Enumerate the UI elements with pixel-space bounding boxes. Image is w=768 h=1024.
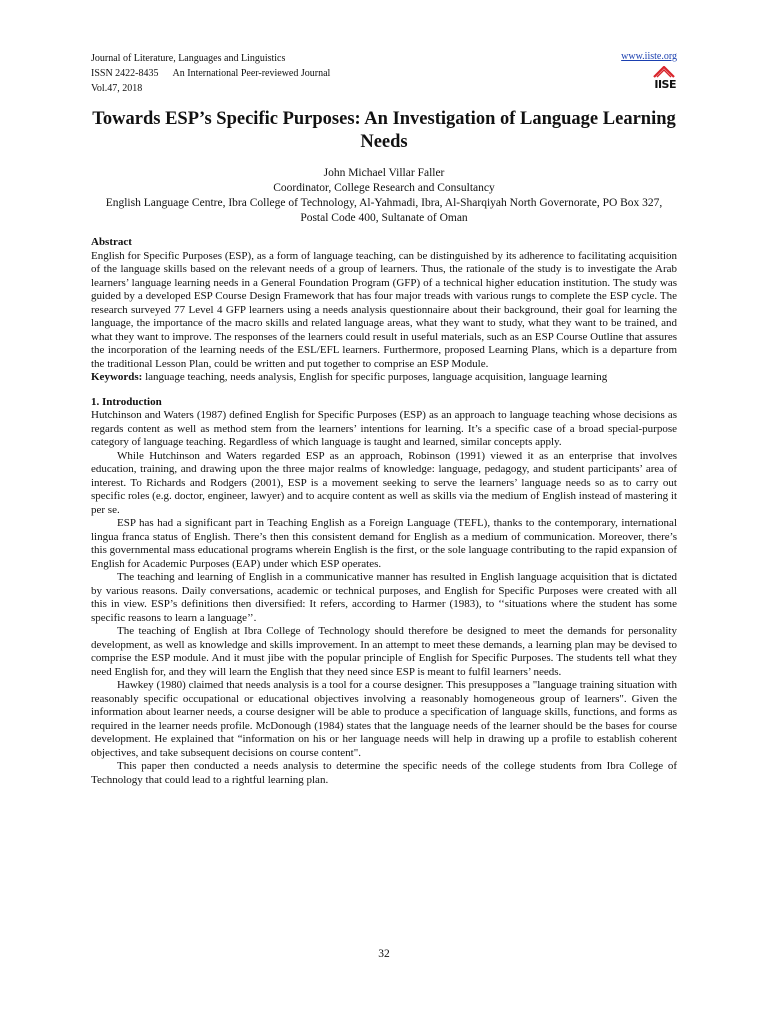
section-heading: 1. Introduction [91,395,162,408]
paragraph: This paper then conducted a needs analysis to determine the specific needs of the college students from Ibra College of Technology that could lead to a rightful learning plan. [91,760,677,786]
page-number: 32 [378,948,390,960]
volume: Vol.47, 2018 [91,83,143,94]
author-affiliation: English Language Centre, Ibra College of Technology, Al-Yahmadi, Ibra, Al-Sharqiyah North Governorate, PO Box 327, Postal Code 400, Sultanate of Oman [105,197,663,224]
keywords [91,371,677,385]
logo-text: IISE [654,78,676,91]
paragraph: The teaching and learning of English in a communicative manner has resulted in English language acquisition that is dictated by various reasons. Daily conversations, academic or technical purposes, and English for Specific Purposes were created with all this in view. ESP’s definitions then diversified: It refers, according to Harmer (1983), to ‘‘situations where the student has some specific reasons to learn a language’’. [91,571,677,624]
abstract-heading: Abstract [91,236,132,248]
issn: ISSN 2422-8435 [91,68,159,79]
journal-header [91,51,330,96]
paragraph: Hawkey (1980) claimed that needs analysis is a tool for a course designer. This presupposes a "language training situation with reasonably specific occupational or educational objectives involving a reasonably homogeneous group of learners". Given the information about learner needs, a course designer will be able to produce a specification of language skills, functions, and forms as required in the learner needs profile. McDonough (1984) states that the language needs of the learner should be the bases for course development. He explained that “information on his or her language needs will help in drawing up a profile to establish coherent objectives, and take subsequent decisions on course content". [91,679,677,759]
paragraph: ESP has had a significant part in Teaching English as a Foreign Language (TEFL), thanks to the contemporary, international lingua franca status of English. There’s then this consistent demand for English as a medium of communication. Moreover, there’s this governmental mass educational programs wherein English is the first, or the sole language contributing to the rapid expansion of English for Academic Purposes (EAP) under which ESP operates. [91,517,677,570]
journal-url-link[interactable]: www.iiste.org [621,51,677,62]
journal-type: An International Peer-reviewed Journal [172,68,331,79]
paragraph: While Hutchinson and Waters regarded ESP as an approach, Robinson (1991) viewed it as an enterprise that involves education, training, and drawing upon the three major realms of knowledge: language, pedagogy, and student participants’ area of interest. To Richards and Rodgers (2001), ESP is a movement seeking to serve the learners’ language needs so as to carry out specific roles (e.g. doctor, engineer, lawyer) and to acquire content as well as skills via the medium of English instead of mastering it per se. [91,449,677,516]
journal-name: Journal of Literature, Languages and Linguistics [91,53,286,64]
author-name: John Michael Villar Faller [323,167,445,179]
paper-title: Towards ESP’s Specific Purposes: An Investigation of Language Learning Needs [92,109,676,152]
author-block [91,166,677,226]
keywords-text: language teaching, needs analysis, English for specific purposes, language acquisition, language learning [145,371,608,383]
paragraph: Hutchinson and Waters (1987) defined English for Specific Purposes (ESP) as an approach to language teaching whose decisions as regards content as well as method stem from the learners’ intentions for learning. It’s a specific case of a broad special-purpose category of language teaching. Regardless of which language is taught and learned, similar concepts apply. [91,409,677,448]
paper-body [91,236,677,787]
abstract-text: English for Specific Purposes (ESP), as a form of language teaching, can be distinguished by its adherence to facilitating acquisition of the language skills based on the relevant needs of a group of learners. Thus, the rationale of the study is to investigate the Arab learners’ language learning needs in a General Foundation Program (GFP) of a technical higher education institution. The study was guided by a developed ESP Course Design Framework that has four major treads with various rungs to complete the ESP cycle. The research surveyed 77 Level 4 GFP learners using a needs analysis questionnaire about their background, their goal for learning the language, the importance of the macro skills and related language areas, what they want to study, what they want to be trained, and what they want to improve. The responses of the learners could result in useful materials, such as an ESP Course Outline that assures the incorporation of the learning needs of the ESL/EFL learners. Furthermore, proposed Learning Plans, which is a departure from the traditional Lesson Plan, could be written and put together to comprise an ESP Module. [91,249,677,370]
author-role: Coordinator, College Research and Consultancy [273,182,495,194]
keywords-label: Keywords: [91,371,143,383]
paragraph: The teaching of English at Ibra College of Technology should therefore be designed to meet the demands for personality development, as well as knowledge and skills improvement. In an attempt to meet these demands, a learning plan may be devised to comprise the ESP module. And it must jibe with the popular principle of English for Specific Purposes. The students tell what they need English for, and they will learn the English that they need since ESP is meant to fulfil learners’ needs. [91,625,677,678]
